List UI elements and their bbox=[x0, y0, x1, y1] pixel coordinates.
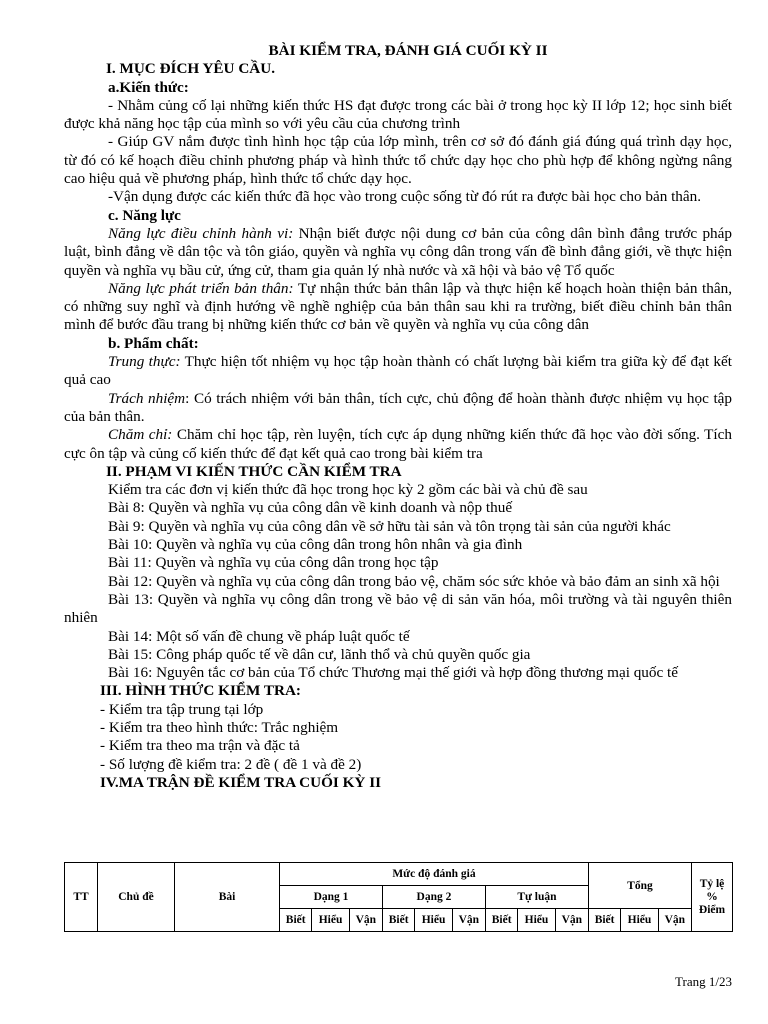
header-tt: TT bbox=[65, 863, 98, 932]
exam-matrix-table bbox=[64, 862, 733, 932]
header-score-ratio: Tỷ lệ % Điểm bbox=[692, 863, 733, 932]
knowledge-heading: a.Kiến thức: bbox=[108, 78, 189, 96]
lesson-item: Bài 9: Quyền và nghĩa vụ của công dân về sở hữu tài sản và tôn trọng tài sản của người khác bbox=[108, 517, 671, 535]
header-apply: Vận bbox=[349, 909, 382, 932]
knowledge-paragraph-1: - Nhằm củng cố lại những kiến thức HS đạt được trong các bài ở trong học kỳ II lớp 12; học sinh biết được khả năng học tập của mình so với yêu cầu của chương trình bbox=[64, 96, 732, 133]
lesson-item: Bài 16: Nguyên tắc cơ bản của Tổ chức Thương mại thế giới và hợp đồng thương mại quốc tế bbox=[108, 664, 678, 682]
header-know: Biết bbox=[485, 909, 517, 932]
competency-paragraph-2 bbox=[64, 280, 732, 335]
lesson-item: Bài 14: Một số vấn đề chung về pháp luật quốc tế bbox=[108, 627, 410, 645]
header-know: Biết bbox=[280, 909, 312, 932]
format-item: - Kiểm tra theo hình thức: Trắc nghiệm bbox=[100, 718, 339, 736]
section-2-heading: II. PHẠM VI KIẾN THỨC CẦN KIỂM TRA bbox=[106, 462, 402, 480]
quality-label-2: Trách nhiệm bbox=[108, 389, 186, 407]
competency-heading: c. Năng lực bbox=[108, 206, 181, 224]
competency-label-2: Năng lực phát triển bản thân: bbox=[108, 279, 294, 297]
page-number: Trang 1/23 bbox=[675, 974, 732, 989]
header-lesson: Bài bbox=[175, 863, 280, 932]
competency-text-1: Nhận biết được nội dung cơ bản của công dân bình đẳng trước pháp luật, bình đẳng về dân tộc và tôn giáo, quyền và nghĩa vụ công dân trong vấn đề bình đẳng giới, về thực hiện quyền và nghĩa vụ bầu cử, ứng cử, tham gia quản lý nhà nước và xã hội và bảo vệ Tổ quốc bbox=[64, 224, 732, 279]
quality-paragraph-2 bbox=[64, 390, 732, 427]
header-know: Biết bbox=[382, 909, 414, 932]
knowledge-paragraph-2: - Giúp GV nắm được tình hình học tập của lớp mình, trên cơ sở đó đánh giá đúng quá trình dạy học, từ đó có kế hoạch điều chỉnh phương pháp và hình thức tổ chức dạy học cho phù hợp để không ngừng nâng cao hiệu quả về phương pháp, hình thức tổ chức dạy học. bbox=[64, 133, 732, 188]
competency-paragraph-1 bbox=[64, 225, 732, 280]
section-4-heading: IV.MA TRẬN ĐỀ KIỂM TRA CUỐI KỲ II bbox=[100, 773, 382, 791]
header-type-1: Dạng 1 bbox=[280, 886, 383, 909]
quality-label-3: Chăm chỉ: bbox=[108, 426, 173, 444]
header-topic: Chủ đề bbox=[98, 863, 175, 932]
quality-heading: b. Phẩm chất: bbox=[108, 334, 199, 352]
quality-paragraph-1 bbox=[64, 353, 732, 390]
format-item: - Số lượng đề kiểm tra: 2 đề ( đề 1 và đề 2) bbox=[100, 755, 362, 773]
competency-label-1: Năng lực điều chỉnh hành vi: bbox=[108, 224, 294, 242]
quality-paragraph-3 bbox=[64, 426, 732, 463]
quality-text-2: : Có trách nhiệm với bản thân, tích cực, chủ động để hoàn thành được nhiệm vụ học tập của bản thân. bbox=[64, 389, 732, 425]
header-apply: Vận bbox=[658, 909, 691, 932]
lesson-item: Bài 13: Quyền và nghĩa vụ công dân trong về bảo vệ di sản văn hóa, môi trường và tài nguyên thiên nhiên bbox=[64, 590, 732, 627]
header-essay: Tự luận bbox=[485, 886, 588, 909]
header-understand: Hiểu bbox=[415, 909, 452, 932]
header-understand: Hiểu bbox=[312, 909, 349, 932]
header-type-2: Dạng 2 bbox=[382, 886, 485, 909]
lesson-item: Bài 8: Quyền và nghĩa vụ của công dân về kinh doanh và nộp thuế bbox=[108, 499, 513, 517]
section-3-heading: III. HÌNH THỨC KIỂM TRA: bbox=[100, 682, 301, 700]
competency-text-2: Tự nhận thức bản thân lập và thực hiện kế hoạch hoàn thiện bản thân, có những suy nghĩ và định hướng về nghề nghiệp của bản thân sau khi ra trường, biết điều chỉnh bản thân mình để bước đầu trang bị những kiến thức cơ bản về quyền và nghĩa vụ của công dân bbox=[64, 279, 732, 334]
quality-label-1: Trung thực: bbox=[108, 353, 181, 371]
document-title: BÀI KIỂM TRA, ĐÁNH GIÁ CUỐI KỲ II bbox=[268, 42, 548, 59]
quality-text-3: Chăm chỉ học tập, rèn luyện, tích cực áp dụng những kiến thức đã học vào đời sống. Tích cực ôn tập và củng cố kiến thức để đạt kết quả cao trong bài kiểm tra bbox=[64, 426, 732, 462]
header-understand: Hiểu bbox=[621, 909, 658, 932]
format-item: - Kiểm tra tập trung tại lớp bbox=[100, 700, 264, 718]
header-know: Biết bbox=[588, 909, 620, 932]
document-page bbox=[64, 42, 732, 792]
lesson-item: Bài 10: Quyền và nghĩa vụ của công dân trong hôn nhân và gia đình bbox=[108, 536, 523, 554]
lesson-item: Bài 12: Quyền và nghĩa vụ của công dân trong bảo vệ, chăm sóc sức khỏe và bảo đảm an sinh xã hội bbox=[108, 572, 720, 590]
section-1-heading: I. MỤC ĐÍCH YÊU CẦU. bbox=[106, 60, 276, 78]
header-assessment-level: Mức độ đánh giá bbox=[280, 863, 589, 886]
header-apply: Vận bbox=[452, 909, 485, 932]
quality-text-1: Thực hiện tốt nhiệm vụ học tập hoàn thành có chất lượng bài kiểm tra giữa kỳ để đạt kết quả cao bbox=[64, 353, 732, 389]
scope-intro: Kiểm tra các đơn vị kiến thức đã học trong học kỳ 2 gồm các bài và chủ đề sau bbox=[108, 481, 588, 499]
lesson-item: Bài 15: Công pháp quốc tế về dân cư, lãnh thổ và chủ quyền quốc gia bbox=[108, 645, 531, 663]
knowledge-paragraph-3: -Vận dụng được các kiến thức đã học vào trong cuộc sống từ đó rút ra được bài học cho bản thân. bbox=[108, 188, 702, 206]
lesson-item: Bài 11: Quyền và nghĩa vụ của công dân trong học tập bbox=[108, 554, 439, 572]
header-apply: Vận bbox=[555, 909, 588, 932]
header-understand: Hiểu bbox=[518, 909, 555, 932]
header-total: Tổng bbox=[588, 863, 691, 909]
format-item: - Kiểm tra theo ma trận và đặc tả bbox=[100, 737, 300, 755]
